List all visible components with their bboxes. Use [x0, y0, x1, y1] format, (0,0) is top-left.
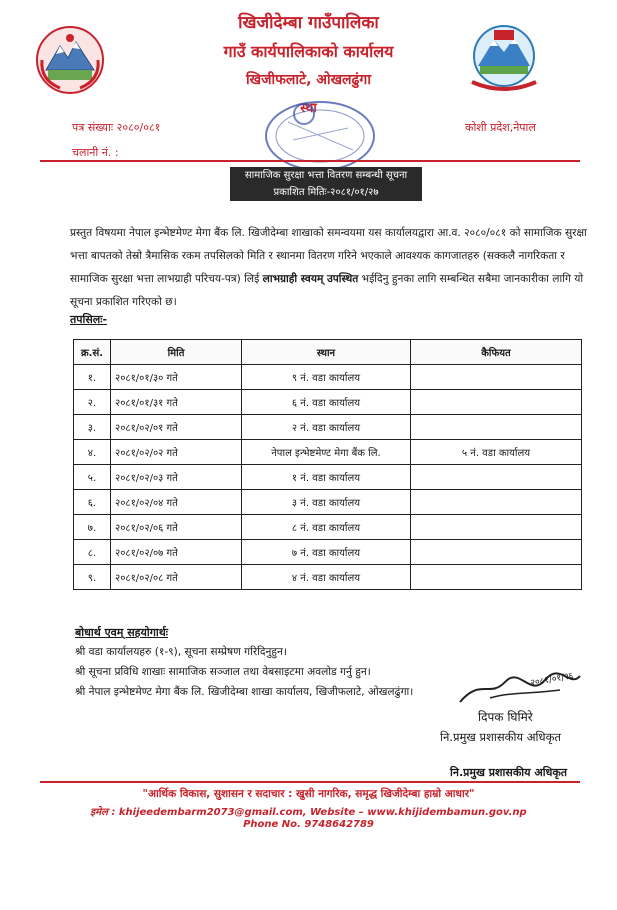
cell-remarks	[411, 540, 582, 565]
schedule-table	[73, 339, 582, 590]
cell-remarks	[411, 490, 582, 515]
col-header-place: स्थान	[242, 340, 411, 365]
cell-sn: १.	[74, 365, 111, 390]
table-row	[74, 490, 582, 515]
cell-place: नेपाल इन्भेष्टमेण्ट मेगा बैंक लि.	[242, 440, 411, 465]
cell-remarks	[411, 390, 582, 415]
col-header-date: मिति	[111, 340, 242, 365]
col-header-remarks: कैफियत	[411, 340, 582, 365]
cell-place: ३ नं. वडा कार्यालय	[242, 490, 411, 515]
table-row	[74, 365, 582, 390]
office-stamp	[258, 92, 378, 176]
cell-sn: ५.	[74, 465, 111, 490]
office-address: खिजीफलाटे, ओखलढुंगा	[246, 72, 371, 88]
cell-place: २ नं. वडा कार्यालय	[242, 415, 411, 440]
cell-remarks	[411, 415, 582, 440]
cell-date: २०८१/०२/०४ गते	[111, 490, 242, 515]
table-header-row	[74, 340, 582, 365]
signatory-name: दिपक घिमिरे	[478, 710, 533, 724]
notice-body-text-2: भईदिनु हुनका लागि सम्बन्धित सबैमा जानकारीका लागि यो सूचना प्रकाशित गरिएको छ।	[70, 273, 584, 308]
cell-remarks	[411, 465, 582, 490]
cell-place: ४ नं. वडा कार्यालय	[242, 565, 411, 590]
cell-date: २०८१/०२/०२ गते	[111, 440, 242, 465]
notice-title-box	[230, 167, 422, 201]
cell-sn: ४.	[74, 440, 111, 465]
footer-title: नि.प्रमुख प्रशासकीय अधिकृत	[450, 766, 568, 779]
cell-place: ८ नं. वडा कार्यालय	[242, 515, 411, 540]
cell-sn: ९.	[74, 565, 111, 590]
table-row	[74, 440, 582, 465]
cell-sn: २.	[74, 390, 111, 415]
cc-line: श्री वडा कार्यालयहरु (१-९), सूचना सम्प्रेषण गरिदिनुहुन।	[75, 646, 287, 658]
cell-sn: ६.	[74, 490, 111, 515]
cell-date: २०८१/०२/०१ गते	[111, 415, 242, 440]
table-row	[74, 465, 582, 490]
footer-contact: इमेल : khijeedembarm2073@gmail.com, Website – www.khijidembamun.gov.np	[90, 807, 527, 818]
notice-body	[70, 222, 590, 314]
cell-date: २०८१/०२/०३ गते	[111, 465, 242, 490]
cell-place: ७ नं. वडा कार्यालय	[242, 540, 411, 565]
details-label: तपसिलः-	[70, 313, 108, 326]
signatory-title: नि.प्रमुख प्रशासकीय अधिकृत	[440, 730, 561, 744]
province-name: कोशी प्रदेश,नेपाल	[465, 121, 536, 134]
cell-date: २०८१/०२/०६ गते	[111, 515, 242, 540]
office-address-2: स्था	[300, 101, 317, 116]
cell-date: २०८१/०२/०७ गते	[111, 540, 242, 565]
notice-title: सामाजिक सुरक्षा भत्ता वितरण सम्बन्धी सूचना	[244, 170, 408, 181]
footer-divider	[40, 781, 580, 783]
cell-place: १ नं. वडा कार्यालय	[242, 465, 411, 490]
cell-date: २०८१/०२/०८ गते	[111, 565, 242, 590]
table-row	[74, 540, 582, 565]
cell-sn: ३.	[74, 415, 111, 440]
cc-line: श्री सूचना प्रविधि शाखाः सामाजिक सञ्जाल तथा वेबसाइटमा अवलोड गर्नु हुन।	[75, 666, 371, 678]
cc-label: बोधार्थ एवम् सहयोगार्थः	[75, 626, 169, 639]
cell-place: ६ नं. वडा कार्यालय	[242, 390, 411, 415]
cell-remarks	[411, 515, 582, 540]
cell-place: ९ नं. वडा कार्यालय	[242, 365, 411, 390]
footer-slogan: "आर्थिक विकास, सुशासन र सदाचार : खुसी नागरिक, समृद्ध खिजीदेम्बा हाम्रो आधार"	[142, 788, 475, 800]
notice-body-bold: लाभग्राही स्वयम् उपस्थित	[262, 273, 359, 285]
letter-number: पत्र संख्याः २०८०/०८१	[72, 121, 161, 134]
office-name: गाउँ कार्यपालिकाको कार्यालय	[223, 42, 394, 61]
dispatch-number: चलानी नं. :	[72, 146, 119, 159]
notice-body-text-1: प्रस्तुत विषयमा नेपाल इन्भेष्टमेण्ट मेगा बैंक लि. खिजीदेम्बा शाखाको समन्वयमा यस कार्यालयद्वारा आ.व. २०८०/०८१ को सामाजिक सुरक्षा भत्ता बापतको तेस्रो त्रैमासिक रकम तपसिलको मिति र स्थानमा वितरण गरिने भएकाले आवश्यक कागजातहरु (सक्कलै नागरिकता र सामाजिक सुरक्षा भत्ता लाभग्राही परिचय-पत्र) लिई	[70, 227, 587, 285]
col-header-sn: क्र.सं.	[74, 340, 111, 365]
notice-date: प्रकाशित मितिः-२०८१/०१/२७	[273, 187, 379, 198]
table-row	[74, 390, 582, 415]
cell-date: २०८१/०१/३१ गते	[111, 390, 242, 415]
cell-remarks: ५ नं. वडा कार्यालय	[411, 440, 582, 465]
cc-line: श्री नेपाल इन्भेष्टमेण्ट मेगा बैंक लि. खिजीदेम्बा शाखा कार्यालय, खिजीफलाटे, ओखलढुंगा।	[75, 686, 414, 698]
cell-remarks	[411, 365, 582, 390]
table-row	[74, 415, 582, 440]
footer-phone: Phone No. 9748642789	[243, 819, 374, 830]
cell-remarks	[411, 565, 582, 590]
signature-date: २०८१/०१/२६	[529, 671, 575, 689]
cell-sn: ७.	[74, 515, 111, 540]
table-row	[74, 515, 582, 540]
cell-date: २०८१/०१/३० गते	[111, 365, 242, 390]
municipality-name: खिजीदेम्बा गाउँपालिका	[238, 13, 379, 33]
table-row	[74, 565, 582, 590]
cell-sn: ८.	[74, 540, 111, 565]
header-divider	[40, 160, 580, 162]
